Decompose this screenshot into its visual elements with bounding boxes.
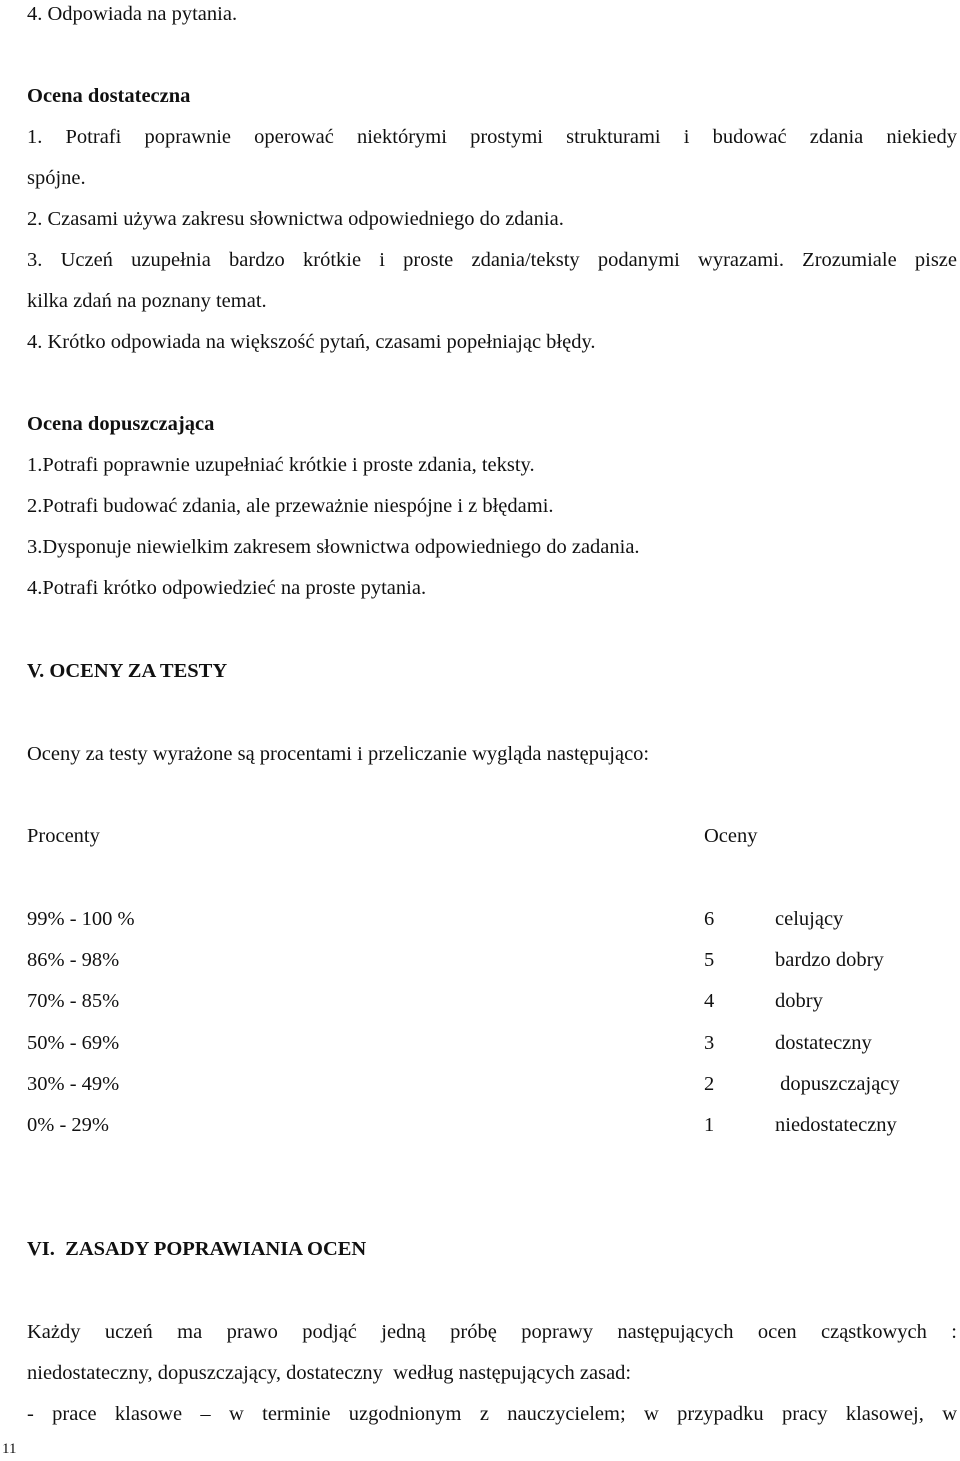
grade-name: dobry xyxy=(775,990,823,1012)
paragraph-line: - prace klasowe – w terminie uzgodnionym z nauczycielem; w przypadku pracy klasowej, w xyxy=(27,1403,957,1425)
grade-number: 5 xyxy=(704,949,715,971)
grade-name: dostateczny xyxy=(775,1032,872,1054)
list-item: 3. Uczeń uzupełnia bardzo krótkie i proste zdania/teksty podanymi wyrazami. Zrozumiale pisze xyxy=(27,249,957,271)
list-item: 4. Odpowiada na pytania. xyxy=(27,3,238,25)
list-item: 4.Potrafi krótko odpowiedzieć na proste pytania. xyxy=(27,577,427,599)
grade-number: 6 xyxy=(704,908,715,930)
list-item: 1. Potrafi poprawnie operować niektórymi prostymi strukturami i budować zdania niekiedy xyxy=(27,126,957,148)
section-heading-zasady-poprawiania: VI. ZASADY POPRAWIANIA OCEN xyxy=(27,1238,367,1260)
grade-number: 1 xyxy=(704,1114,715,1136)
column-header-procenty: Procenty xyxy=(27,825,100,847)
grade-number: 4 xyxy=(704,990,715,1012)
percent-range: 99% - 100 % xyxy=(27,908,135,930)
heading-ocena-dopuszczajaca: Ocena dopuszczająca xyxy=(27,413,215,435)
list-item: 3.Dysponuje niewielkim zakresem słownictwa odpowiedniego do zadania. xyxy=(27,536,640,558)
list-item: 2. Czasami używa zakresu słownictwa odpowiedniego do zdania. xyxy=(27,208,564,230)
grade-number: 2 xyxy=(704,1073,715,1095)
list-item: 1.Potrafi poprawnie uzupełniać krótkie i proste zdania, teksty. xyxy=(27,454,535,476)
paragraph-line: Każdy uczeń ma prawo podjąć jedną próbę poprawy następujących ocen cząstkowych : xyxy=(27,1321,957,1343)
list-item-continuation: spójne. xyxy=(27,167,86,189)
section-intro: Oceny za testy wyrażone są procentami i przeliczanie wygląda następująco: xyxy=(27,743,650,765)
percent-range: 30% - 49% xyxy=(27,1073,120,1095)
grade-name: niedostateczny xyxy=(775,1114,897,1136)
page-number: 11 xyxy=(2,1441,17,1457)
paragraph-line: niedostateczny, dopuszczający, dostateczny według następujących zasad: xyxy=(27,1362,632,1384)
percent-range: 0% - 29% xyxy=(27,1114,109,1136)
grade-number: 3 xyxy=(704,1032,715,1054)
grade-name: bardzo dobry xyxy=(775,949,884,971)
column-header-oceny: Oceny xyxy=(704,825,758,847)
section-heading-oceny-za-testy: V. OCENY ZA TESTY xyxy=(27,660,228,682)
percent-range: 86% - 98% xyxy=(27,949,120,971)
list-item: 4. Krótko odpowiada na większość pytań, czasami popełniając błędy. xyxy=(27,331,596,353)
grade-name: dopuszczający xyxy=(775,1073,900,1095)
list-item: 2.Potrafi budować zdania, ale przeważnie niespójne i z błędami. xyxy=(27,495,554,517)
percent-range: 50% - 69% xyxy=(27,1032,120,1054)
percent-range: 70% - 85% xyxy=(27,990,120,1012)
grade-name: celujący xyxy=(775,908,844,930)
list-item-continuation: kilka zdań na poznany temat. xyxy=(27,290,267,312)
heading-ocena-dostateczna: Ocena dostateczna xyxy=(27,85,191,107)
